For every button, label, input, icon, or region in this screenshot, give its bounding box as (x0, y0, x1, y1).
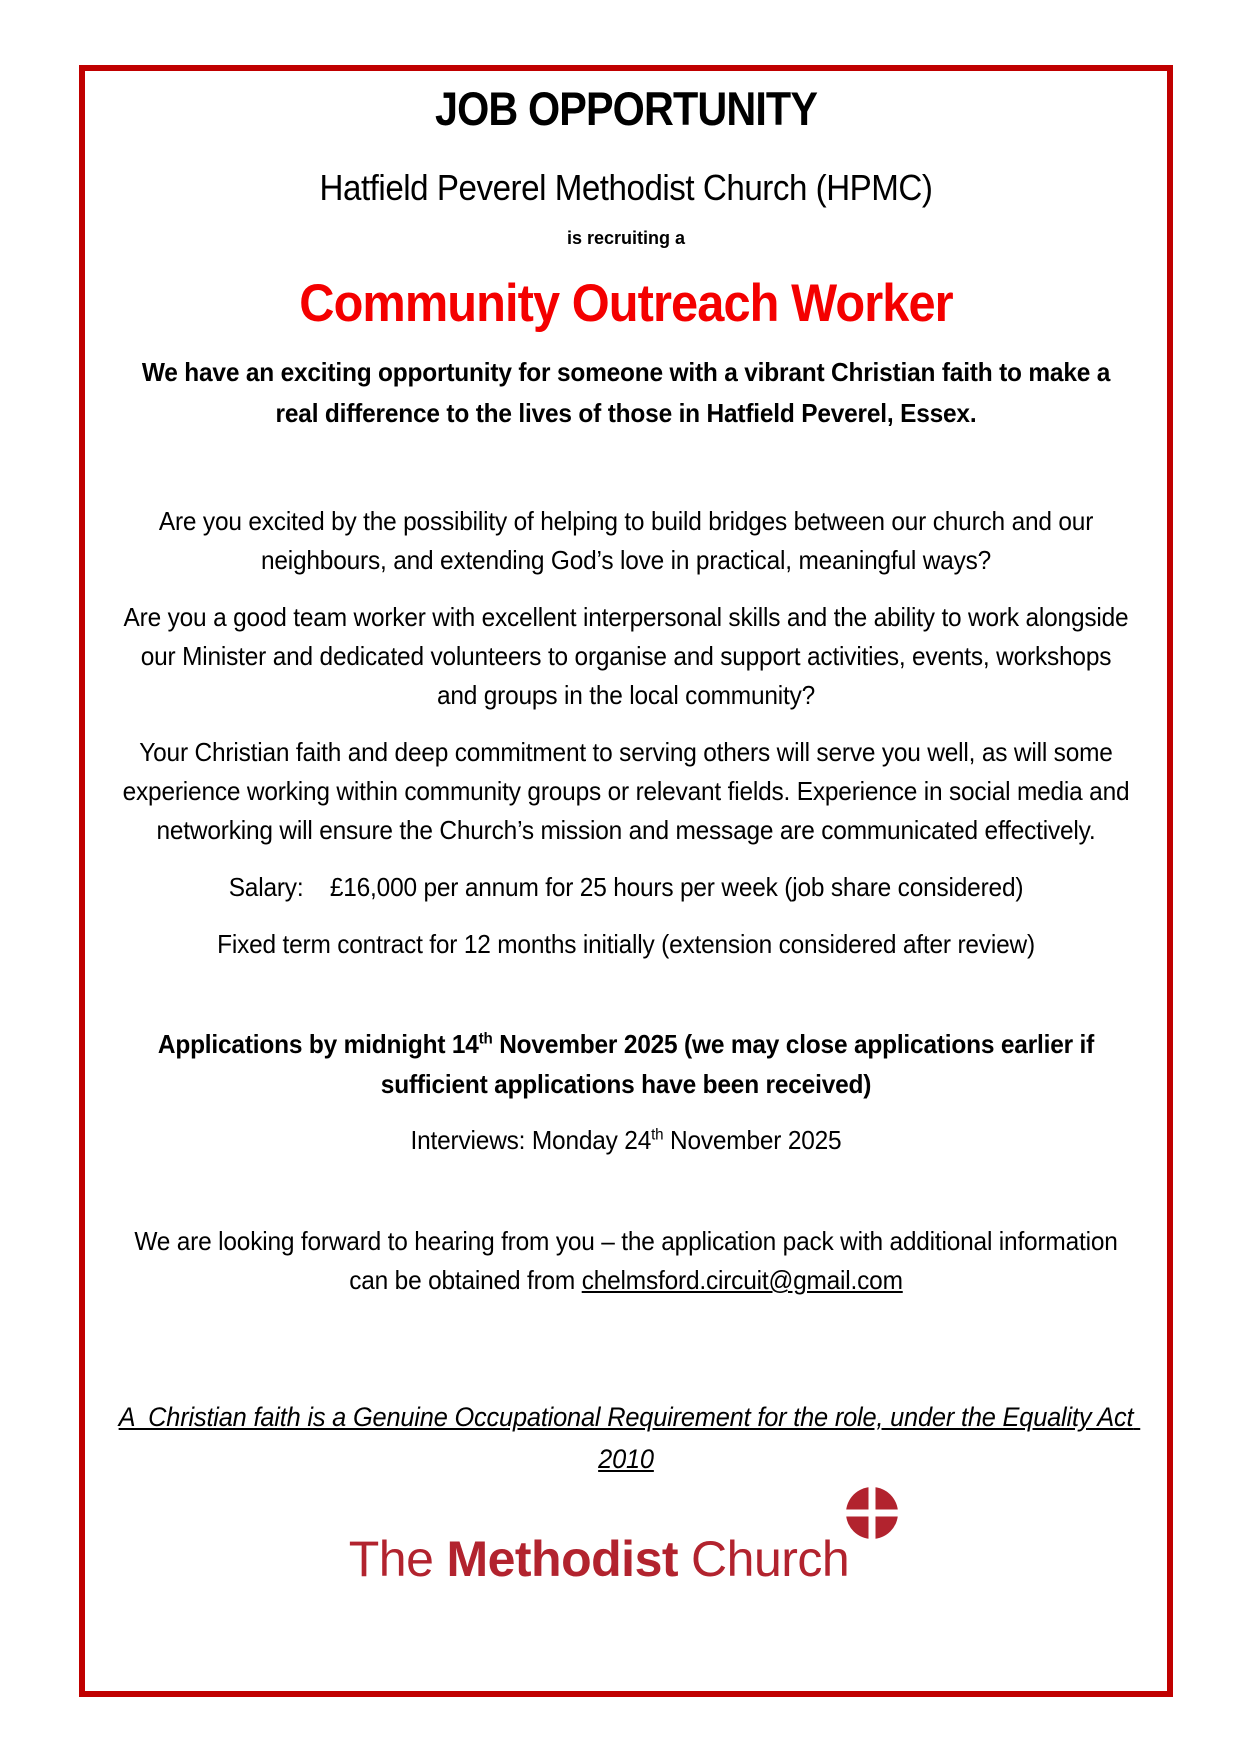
paragraph-team-worker: Are you a good team worker with excellent interpersonal skills and the ability to work alongside our Minister and dedicated volunteers to organise and support activities, events, workshops and groups in the local community? (123, 602, 1129, 710)
logo-word-the: The (348, 1531, 434, 1587)
contact-email-link[interactable]: chelmsford.circuit@gmail.com (581, 1265, 903, 1295)
closing-text: We are looking forward to hearing from you – the application pack with additional information can be obtained from (134, 1226, 1118, 1295)
page-title: JOB OPPORTUNITY (434, 82, 818, 135)
genuine-occupational-requirement-note (118, 1396, 1141, 1480)
role-title: Community Outreach Worker (299, 274, 953, 333)
interviews-line (117, 1121, 1134, 1160)
ordinal-suffix: th (651, 1125, 664, 1144)
closing-paragraph (117, 1222, 1134, 1300)
gor-note-text: A Christian faith is a Genuine Occupational Requirement for the role, under the Equality Act 2010 (118, 1402, 1141, 1474)
intro-paragraph: We have an exciting opportunity for someone with a vibrant Christian faith to make a real difference to the lives of those in Hatfield Peverel, Essex. (141, 357, 1111, 428)
paragraph-build-bridges: Are you excited by the possibility of helping to build bridges between our church and our neighbours, and extending God’s love in practical, meaningful ways? (158, 506, 1094, 575)
red-border-frame (79, 65, 1173, 1697)
recruiting-line: is recruiting a (566, 228, 686, 248)
interviews-text-before: Interviews: Monday 24 (410, 1125, 652, 1155)
contract-line: Fixed term contract for 12 months initially (extension considered after review) (217, 929, 1035, 959)
logo-word-church: Church (691, 1531, 850, 1587)
applications-text-after: November 2025 (we may close applications earlier if sufficient applications have been received) (380, 1029, 1095, 1099)
organisation-name: Hatfield Peverel Methodist Church (HPMC) (319, 167, 933, 208)
applications-deadline (117, 1024, 1134, 1104)
orb-and-cross-icon (845, 1486, 899, 1554)
methodist-church-logo (85, 1522, 1167, 1590)
applications-text-before: Applications by midnight 14 (157, 1029, 479, 1059)
interviews-text-after: November 2025 (663, 1125, 842, 1155)
paragraph-christian-faith: Your Christian faith and deep commitment to serving others will serve you well, as will some experience working within community groups or relevant fields. Experience in social media and networking will ensure the Church’s mission and message are communicated effectively. (122, 737, 1130, 845)
ordinal-suffix: th (478, 1029, 493, 1048)
salary-line: Salary: £16,000 per annum for 25 hours per week (job share considered) (228, 872, 1024, 902)
logo-word-methodist: Methodist (446, 1531, 679, 1587)
